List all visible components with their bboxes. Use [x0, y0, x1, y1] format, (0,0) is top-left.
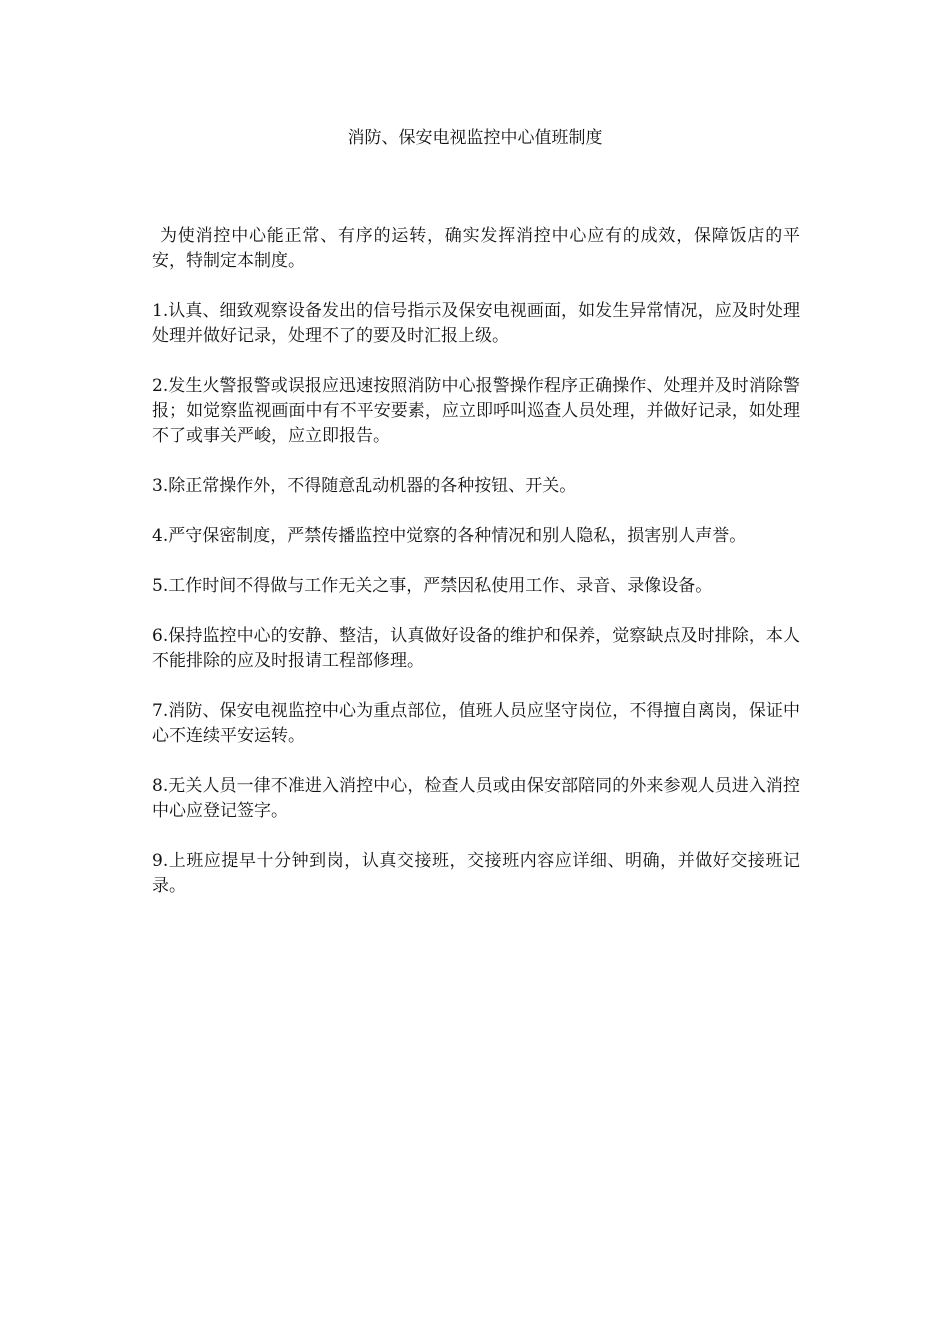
rule-item-9: 9.上班应提早十分钟到岗，认真交接班，交接班内容应详细、明确，并做好交接班记录。	[152, 851, 800, 896]
rule-item-3: 3.除正常操作外，不得随意乱动机器的各种按钮、开关。	[152, 476, 577, 496]
rule-item-5: 5.工作时间不得做与工作无关之事，严禁因私使用工作、录音、录像设备。	[152, 576, 713, 596]
rule-item-7: 7.消防、保安电视监控中心为重点部位，值班人员应坚守岗位，不得擅自离岗，保证中心不连续平安运转。	[152, 701, 800, 746]
page-title: 消防、保安电视监控中心值班制度	[347, 128, 603, 148]
rule-item-1: 1.认真、细致观察设备发出的信号指示及保安电视画面，如发生异常情况，应及时处理处理并做好记录，处理不了的要及时汇报上级。	[152, 301, 800, 346]
rule-item-6: 6.保持监控中心的安静、整洁，认真做好设备的维护和保养，觉察缺点及时排除，本人不能排除的应及时报请工程部修理。	[152, 626, 800, 671]
intro-paragraph: 为使消控中心能正常、有序的运转，确实发挥消控中心应有的成效，保障饭店的平安，特制定本制度。	[152, 226, 800, 271]
document-body	[152, 224, 800, 924]
rule-item-2: 2.发生火警报警或误报应迅速按照消防中心报警操作程序正确操作、处理并及时消除警报；如觉察监视画面中有不平安要素，应立即呼叫巡查人员处理，并做好记录，如处理不了或事关严峻，应立即报告。	[152, 376, 800, 446]
rule-item-8: 8.无关人员一律不准进入消控中心，检查人员或由保安部陪同的外来参观人员进入消控中心应登记签字。	[152, 776, 800, 821]
rule-item-4: 4.严守保密制度，严禁传播监控中觉察的各种情况和别人隐私，损害别人声誉。	[152, 526, 747, 546]
